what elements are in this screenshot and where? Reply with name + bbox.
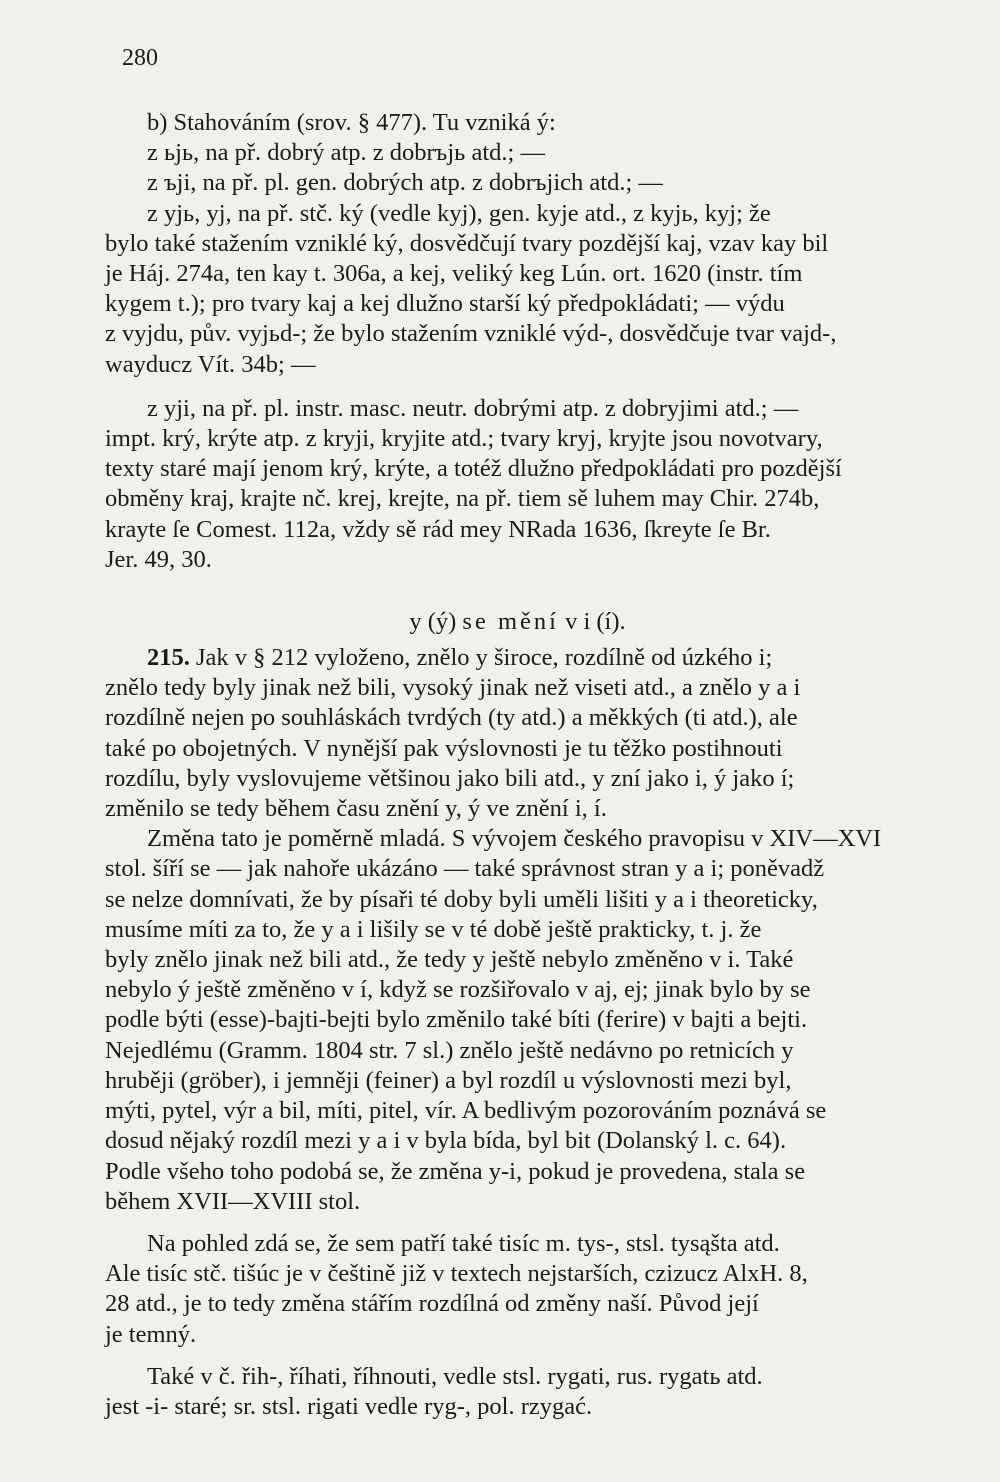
spacer [105,380,930,394]
heading-part: y (ý) [409,608,457,636]
section-number: 215. [147,644,190,672]
text-line: Také v č. řih-, říhati, říhnouti, vedle stsl. rygati, rus. rygatь atd. [147,1362,763,1390]
text-line: stol. šíří se — jak nahoře ukázáno — také správnost stran y a i; poněvadž [105,855,825,883]
text-line: b) Stahováním (srov. § 477). Tu vzniká ý: [147,109,556,136]
text-line: Na pohled zdá se, že sem patří také tisíc m. tys-, stsl. tysąšta atd. [147,1229,780,1257]
text-line [105,643,930,673]
paragraph-b-contraction [105,108,930,380]
heading-part: v i (í). [565,608,626,636]
text-line: z vyjdu, pův. vyjьd-; že bylo stažením vzniklé výd-, dosvědčuje tvar vajd-, [105,320,837,348]
spacer [105,1217,930,1229]
text-line: z ьjь, na př. dobrý atp. z dobrъjь atd.; — [147,139,545,167]
text-line: obměny kraj, krajte nč. krej, krejte, na př. tiem sě luhem may Chir. 274b, [105,485,820,513]
text-line: z yji, na př. pl. instr. masc. neutr. dobrými atp. z dobryjimi atd.; — [147,394,799,422]
text-line: také po obojetných. V nynější pak výslovnosti je tu těžko postihnouti [105,734,783,762]
text-line: nebylo ý ještě změněno v í, když se rozšiřovalo v aj, ej; jinak bylo by se [105,976,811,1004]
section-heading [105,605,930,639]
text-line: Podle všeho toho podobá se, že změna y-i, pokud je provedena, stala se [105,1157,806,1185]
text-line: musíme míti za to, že y a i lišily se v té době ještě prakticky, t. j. že [105,915,762,943]
paragraph-take [105,1362,930,1422]
text-line: rozdílně nejen po souhláskách tvrdých (ty atd.) a měkkých (ti atd.), ale [105,704,798,732]
text-line: wayducz Vít. 34b; — [105,350,316,378]
text-line: jest -i- staré; sr. stsl. rigati vedle ryg-, pol. rzygać. [105,1392,593,1420]
paragraph-215 [105,643,930,824]
text-line: Jer. 49, 30. [105,545,212,573]
paragraph-z-yji [105,394,930,575]
text-line: podle býti (esse)-bajti-bejti bylo změnilo také bíti (ferire) v bajti a bejti. [105,1006,808,1034]
text-line: texty staré mají jenom krý, krýte, a totéž dlužno předpokládati pro pozdější [105,455,842,483]
text-line: se nelze domnívati, že by písaři té doby byli uměli lišiti y a i theoreticky, [105,885,818,913]
text-line: hruběji (gröber), i jemněji (feiner) a byl rozdíl u výslovnosti mezi byl, [105,1066,792,1094]
text-line: z yjь, yj, na př. stč. ký (vedle kyj), gen. kyje atd., z kyjь, kyj; že [147,199,771,227]
text-fragment: Jak v § 212 vyloženo, znělo y široce, rozdílně od úzkého i; [196,644,773,672]
text-line: dosud nějaký rozdíl mezi y a i v byla bída, byl bit (Dolanský l. c. 64). [105,1127,787,1155]
text-line: Nejedlému (Gramm. 1804 str. 7 sl.) znělo ještě nedávno po retnicích y [105,1036,794,1064]
text-line: rozdílu, byly vyslovujeme většinou jako bili atd., y zní jako i, ý jako í; [105,764,795,792]
text-line: z ъji, na př. pl. gen. dobrých atp. z dobrъjich atd.; — [147,169,663,197]
text-line: změnilo se tedy během času znění y, ý ve znění i, í. [105,795,607,823]
text-line: 28 atd., je to tedy změna stářím rozdílná od změny naší. Původ její [105,1290,759,1318]
heading-part: se mění [462,608,559,636]
text-line: bylo také stažením vzniklé ký, dosvědčují tvary pozdější kaj, vzav kay bil [105,229,829,257]
page-number: 280 [122,45,158,71]
text-line: mýti, pytel, výr a bil, míti, pitel, vír. A bedlivým pozorováním poznává se [105,1097,827,1125]
text-line: kygem t.); pro tvary kaj a kej dlužno starší ký předpokládati; — výdu [105,290,785,318]
text-line: znělo tedy byly jinak než bili, vysoký jinak než viseti atd., a znělo y a i [105,674,801,702]
text-line: impt. krý, krýte atp. z kryji, kryjite atd.; tvary kryj, kryjte jsou novotvary, [105,425,823,453]
text-line: je Háj. 274a, ten kay t. 306a, a kej, veliký keg Lún. ort. 1620 (instr. tím [105,260,803,288]
text-line: Ale tisíc stč. tišúc je v češtině již v textech nejstarších, czizucz AlxH. 8, [105,1260,808,1288]
text-line: Změna tato je poměrně mladá. S vývojem českého pravopisu v XIV—XVI [147,825,882,853]
text-line: byly znělo jinak než bili atd., že tedy y ještě nebylo změněno v i. Také [105,946,794,974]
text-line: během XVII—XVIII stol. [105,1187,361,1215]
paragraph-na-pohled [105,1229,930,1350]
paragraph-zmena [105,824,930,1217]
text-line: krayte ſe Comest. 112a, vždy sě rád mey NRada 1636, ſkreyte ſe Br. [105,515,771,543]
spacer [105,1350,930,1362]
text-line: je temný. [105,1320,197,1348]
